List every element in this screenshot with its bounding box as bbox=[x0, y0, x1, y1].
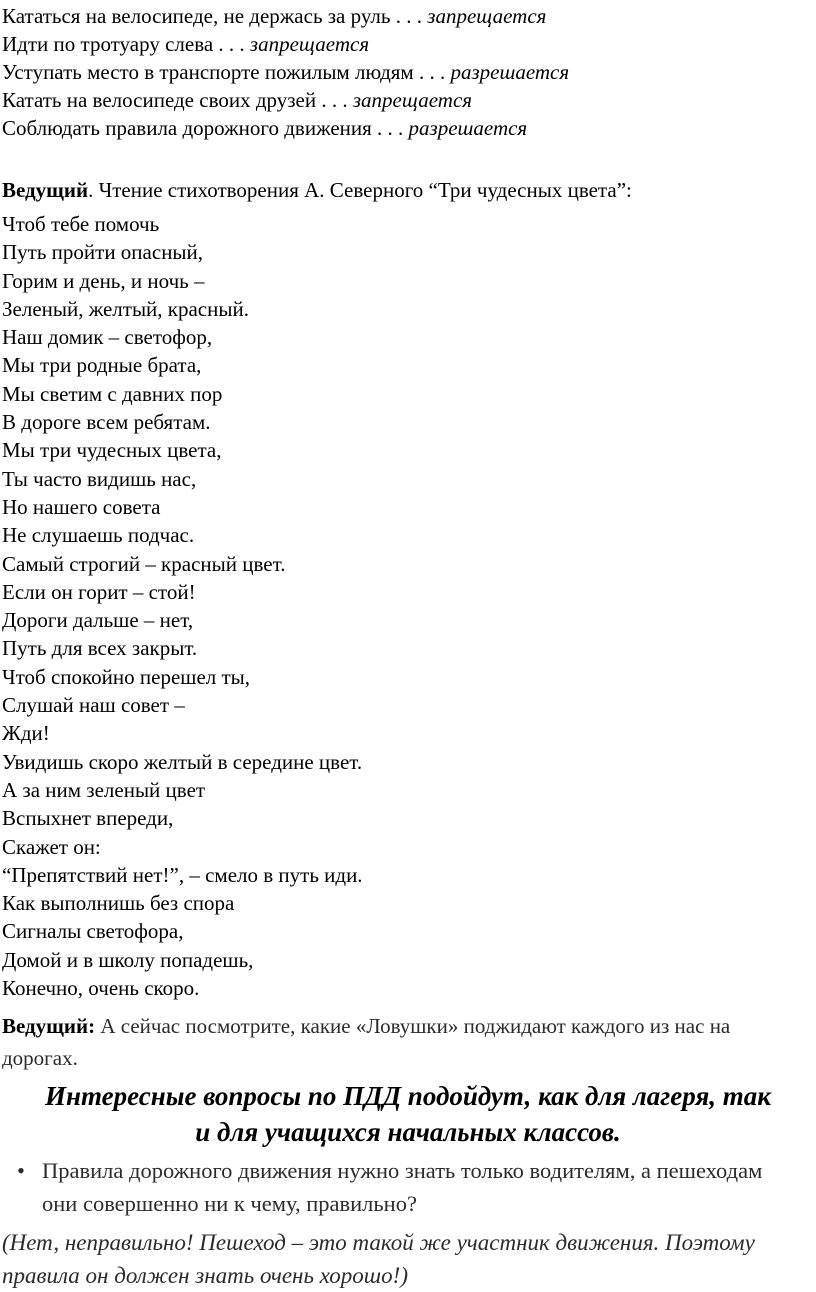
poem-line: Но нашего совета bbox=[2, 494, 161, 519]
rule-line bbox=[2, 86, 802, 114]
rule-verdict: запрещается bbox=[352, 88, 473, 112]
heading-line: Интересные вопросы по ПДД подойдут, как для лагеря, так bbox=[45, 1081, 771, 1111]
poem-line: Вспыхнет впереди, bbox=[2, 806, 174, 831]
poem-line: Наш домик – светофор, bbox=[2, 325, 213, 350]
poem-line: Как выполнишь без спора bbox=[2, 891, 235, 916]
poem-line: Сигналы светофора, bbox=[2, 919, 184, 944]
rule-line bbox=[2, 58, 802, 86]
poem-line: Чтоб спокойно перешел ты, bbox=[2, 664, 251, 689]
poem-line: Скажет он: bbox=[2, 834, 101, 859]
rule-text: Кататься на велосипеде, не держась за руль . . . bbox=[2, 4, 428, 28]
poem-line: Если он горит – стой! bbox=[2, 579, 196, 604]
intro-text: . Чтение стихотворения А. Северного “Три чудесных цвета”: bbox=[88, 178, 632, 202]
poem-line: Дороги дальше – нет, bbox=[2, 608, 194, 633]
rules-list bbox=[2, 2, 802, 142]
poem-line: В дороге всем ребятам. bbox=[2, 410, 211, 435]
poem-line: Мы три родные брата, bbox=[2, 353, 202, 378]
rule-text: Соблюдать правила дорожного движения . . . bbox=[2, 116, 409, 140]
rule-line bbox=[2, 114, 802, 142]
poem-line: Путь для всех закрыт. bbox=[2, 636, 198, 661]
rule-text: Уступать место в транспорте пожилым людям . . . bbox=[2, 60, 451, 84]
answer-text: (Нет, неправильно! Пешеход – это такой же участник движения. Поэтому правила он должен знать очень хорошо!) bbox=[2, 1230, 755, 1288]
speaker-label: Ведущий bbox=[2, 178, 89, 202]
poem-line: Чтоб тебе помочь bbox=[2, 212, 160, 236]
poem bbox=[2, 210, 802, 1002]
poem-line: Путь пройти опасный, bbox=[2, 240, 204, 265]
bullet-icon: • bbox=[17, 1158, 25, 1183]
host-intro bbox=[2, 176, 632, 204]
rule-line bbox=[2, 30, 802, 58]
poem-line: Мы три чудесных цвета, bbox=[2, 438, 222, 463]
rule-verdict: разрешается bbox=[408, 116, 528, 140]
rule-text: Катать на велосипеде своих друзей . . . bbox=[2, 88, 353, 112]
poem-line: Мы светим с давних пор bbox=[2, 381, 223, 406]
poem-line: Не слушаешь подчас. bbox=[2, 523, 195, 548]
poem-line: Самый строгий – красный цвет. bbox=[2, 551, 286, 576]
rule-line bbox=[2, 2, 802, 30]
poem-line: Увидишь скоро желтый в середине цвет. bbox=[2, 749, 363, 774]
poem-line: Домой и в школу попадешь, bbox=[2, 947, 254, 972]
speaker-label: Ведущий: bbox=[2, 1014, 96, 1038]
section-heading bbox=[0, 1078, 816, 1150]
rule-verdict: запрещается bbox=[427, 4, 547, 28]
question-text: Правила дорожного движения нужно знать только водителям, а пешеходам они совершенно ни к чему, правильно? bbox=[42, 1158, 763, 1216]
question-item bbox=[10, 1154, 800, 1220]
poem-line: “Препятствий нет!”, – смело в путь иди. bbox=[2, 862, 363, 887]
rule-verdict: запрещается bbox=[249, 32, 370, 56]
host-traps-paragraph bbox=[2, 1010, 802, 1074]
poem-line: А за ним зеленый цвет bbox=[2, 777, 206, 802]
heading-line: и для учащихся начальных классов. bbox=[195, 1117, 621, 1147]
poem-line: Жди! bbox=[2, 721, 50, 746]
poem-line: Зеленый, желтый, красный. bbox=[2, 296, 249, 321]
poem-line: Слушай наш совет – bbox=[2, 693, 185, 718]
host-traps-text: А сейчас посмотрите, какие «Ловушки» поджидают каждого из нас на дорогах. bbox=[2, 1014, 731, 1070]
poem-line: Горим и день, и ночь – bbox=[2, 268, 205, 293]
rule-text: Идти по тротуару слева . . . bbox=[2, 32, 250, 56]
rule-verdict: разрешается bbox=[450, 60, 570, 84]
poem-line: Конечно, очень скоро. bbox=[2, 976, 200, 1001]
poem-line: Ты часто видишь нас, bbox=[2, 466, 197, 491]
